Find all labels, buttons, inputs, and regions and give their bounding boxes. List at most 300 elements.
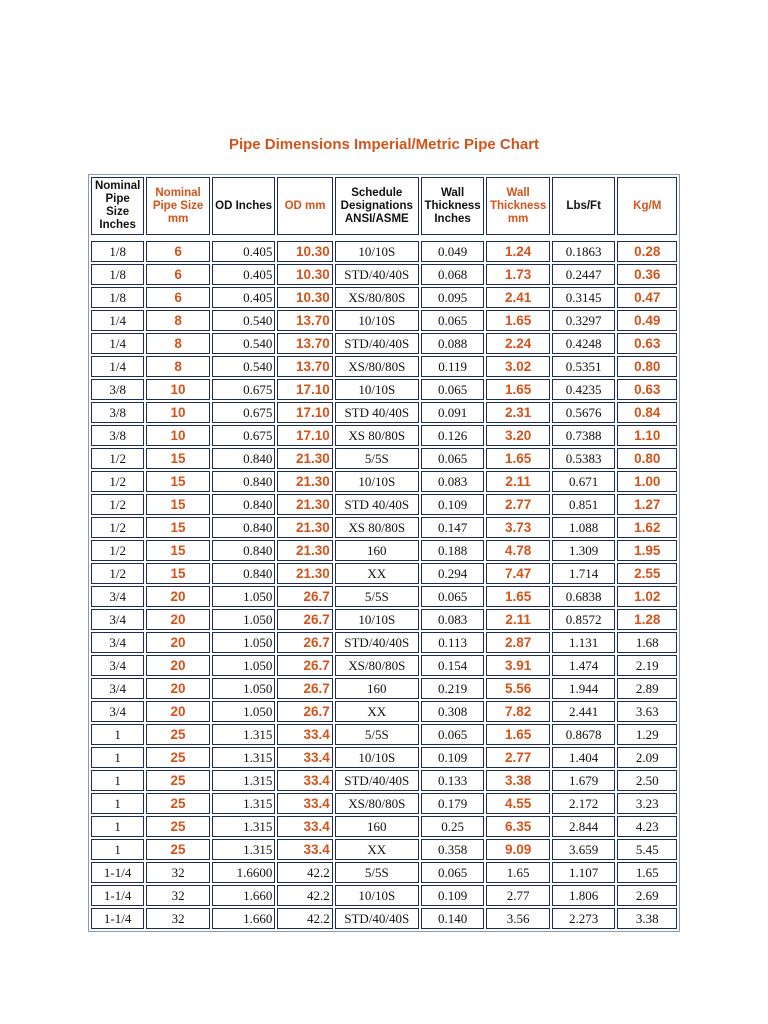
cell-lbs-per-ft: 1.944 bbox=[552, 678, 616, 699]
cell-nominal-pipe-size-mm: 8 bbox=[146, 333, 210, 354]
table-row bbox=[91, 655, 677, 676]
cell-wall-thickness-inches: 0.109 bbox=[421, 494, 485, 515]
cell-od-mm: 10.30 bbox=[277, 241, 332, 262]
cell-kg-per-m: 0.80 bbox=[617, 448, 677, 469]
cell-kg-per-m: 2.89 bbox=[617, 678, 677, 699]
cell-wall-thickness-inches: 0.109 bbox=[421, 885, 485, 906]
cell-lbs-per-ft: 1.714 bbox=[552, 563, 616, 584]
table-row bbox=[91, 816, 677, 837]
pipe-dimensions-table bbox=[88, 174, 680, 932]
cell-nominal-pipe-size-mm: 6 bbox=[146, 264, 210, 285]
cell-wall-thickness-inches: 0.119 bbox=[421, 356, 485, 377]
cell-kg-per-m: 1.65 bbox=[617, 862, 677, 883]
cell-kg-per-m: 1.02 bbox=[617, 586, 677, 607]
cell-kg-per-m: 2.69 bbox=[617, 885, 677, 906]
cell-wall-thickness-mm: 3.56 bbox=[486, 908, 550, 929]
cell-lbs-per-ft: 0.851 bbox=[552, 494, 616, 515]
cell-wall-thickness-inches: 0.065 bbox=[421, 310, 485, 331]
cell-kg-per-m: 1.29 bbox=[617, 724, 677, 745]
cell-wall-thickness-mm: 5.56 bbox=[486, 678, 550, 699]
header-row bbox=[91, 177, 677, 235]
table-row bbox=[91, 287, 677, 308]
cell-wall-thickness-mm: 1.65 bbox=[486, 862, 550, 883]
cell-schedule-designation: 10/10S bbox=[335, 471, 419, 492]
cell-od-inches: 0.840 bbox=[212, 448, 276, 469]
header-schedule-designations: Schedule Designations ANSI/ASME bbox=[335, 177, 419, 235]
cell-nominal-pipe-size-mm: 25 bbox=[146, 747, 210, 768]
cell-wall-thickness-inches: 0.358 bbox=[421, 839, 485, 860]
cell-wall-thickness-inches: 0.179 bbox=[421, 793, 485, 814]
cell-lbs-per-ft: 2.273 bbox=[552, 908, 616, 929]
table-row bbox=[91, 402, 677, 423]
cell-kg-per-m: 0.28 bbox=[617, 241, 677, 262]
cell-lbs-per-ft: 0.8678 bbox=[552, 724, 616, 745]
table-row bbox=[91, 586, 677, 607]
table-row bbox=[91, 724, 677, 745]
cell-lbs-per-ft: 0.5351 bbox=[552, 356, 616, 377]
cell-nominal-pipe-size-inches: 1/8 bbox=[91, 287, 144, 308]
cell-wall-thickness-inches: 0.294 bbox=[421, 563, 485, 584]
cell-wall-thickness-mm: 7.82 bbox=[486, 701, 550, 722]
cell-nominal-pipe-size-inches: 3/4 bbox=[91, 586, 144, 607]
cell-wall-thickness-mm: 7.47 bbox=[486, 563, 550, 584]
cell-wall-thickness-mm: 9.09 bbox=[486, 839, 550, 860]
table-row bbox=[91, 425, 677, 446]
cell-schedule-designation: 10/10S bbox=[335, 379, 419, 400]
cell-od-inches: 0.405 bbox=[212, 264, 276, 285]
cell-kg-per-m: 3.63 bbox=[617, 701, 677, 722]
cell-nominal-pipe-size-inches: 1 bbox=[91, 816, 144, 837]
cell-lbs-per-ft: 0.4235 bbox=[552, 379, 616, 400]
cell-kg-per-m: 0.49 bbox=[617, 310, 677, 331]
cell-nominal-pipe-size-inches: 1 bbox=[91, 724, 144, 745]
cell-nominal-pipe-size-inches: 3/4 bbox=[91, 678, 144, 699]
cell-wall-thickness-mm: 6.35 bbox=[486, 816, 550, 837]
cell-lbs-per-ft: 0.3145 bbox=[552, 287, 616, 308]
cell-nominal-pipe-size-mm: 8 bbox=[146, 356, 210, 377]
table-row bbox=[91, 241, 677, 262]
cell-nominal-pipe-size-inches: 1 bbox=[91, 747, 144, 768]
cell-wall-thickness-inches: 0.065 bbox=[421, 862, 485, 883]
cell-wall-thickness-mm: 1.65 bbox=[486, 310, 550, 331]
cell-od-inches: 0.840 bbox=[212, 540, 276, 561]
cell-od-inches: 1.660 bbox=[212, 908, 276, 929]
cell-schedule-designation: STD 40/40S bbox=[335, 402, 419, 423]
cell-od-inches: 1.315 bbox=[212, 724, 276, 745]
cell-wall-thickness-inches: 0.25 bbox=[421, 816, 485, 837]
header-wall-thickness-inches: Wall Thickness Inches bbox=[421, 177, 485, 235]
cell-nominal-pipe-size-mm: 20 bbox=[146, 701, 210, 722]
cell-od-mm: 21.30 bbox=[277, 540, 332, 561]
cell-nominal-pipe-size-mm: 6 bbox=[146, 241, 210, 262]
table-row bbox=[91, 563, 677, 584]
cell-od-inches: 1.050 bbox=[212, 632, 276, 653]
cell-nominal-pipe-size-inches: 3/8 bbox=[91, 402, 144, 423]
table-row bbox=[91, 793, 677, 814]
cell-od-mm: 26.7 bbox=[277, 655, 332, 676]
cell-kg-per-m: 0.84 bbox=[617, 402, 677, 423]
cell-od-inches: 0.840 bbox=[212, 563, 276, 584]
table-row bbox=[91, 862, 677, 883]
cell-wall-thickness-inches: 0.133 bbox=[421, 770, 485, 791]
cell-od-mm: 17.10 bbox=[277, 425, 332, 446]
header-kg-per-m: Kg/M bbox=[617, 177, 677, 235]
cell-schedule-designation: 10/10S bbox=[335, 609, 419, 630]
cell-nominal-pipe-size-mm: 20 bbox=[146, 586, 210, 607]
cell-lbs-per-ft: 0.3297 bbox=[552, 310, 616, 331]
cell-kg-per-m: 2.09 bbox=[617, 747, 677, 768]
cell-wall-thickness-mm: 2.24 bbox=[486, 333, 550, 354]
cell-od-inches: 1.315 bbox=[212, 770, 276, 791]
table-row bbox=[91, 885, 677, 906]
table-row bbox=[91, 264, 677, 285]
header-nominal-pipe-size-inches: Nominal Pipe Size Inches bbox=[91, 177, 144, 235]
cell-wall-thickness-mm: 1.65 bbox=[486, 724, 550, 745]
cell-od-inches: 0.675 bbox=[212, 379, 276, 400]
cell-od-mm: 21.30 bbox=[277, 563, 332, 584]
cell-wall-thickness-inches: 0.065 bbox=[421, 379, 485, 400]
cell-lbs-per-ft: 2.172 bbox=[552, 793, 616, 814]
cell-nominal-pipe-size-inches: 1 bbox=[91, 839, 144, 860]
cell-nominal-pipe-size-inches: 1-1/4 bbox=[91, 862, 144, 883]
cell-nominal-pipe-size-mm: 10 bbox=[146, 402, 210, 423]
cell-lbs-per-ft: 2.844 bbox=[552, 816, 616, 837]
cell-wall-thickness-inches: 0.088 bbox=[421, 333, 485, 354]
cell-wall-thickness-inches: 0.083 bbox=[421, 609, 485, 630]
cell-schedule-designation: 10/10S bbox=[335, 747, 419, 768]
cell-schedule-designation: XX bbox=[335, 701, 419, 722]
cell-od-mm: 42.2 bbox=[277, 908, 332, 929]
cell-od-inches: 1.315 bbox=[212, 793, 276, 814]
header-od-mm: OD mm bbox=[277, 177, 332, 235]
cell-wall-thickness-mm: 3.38 bbox=[486, 770, 550, 791]
cell-od-inches: 1.050 bbox=[212, 701, 276, 722]
cell-schedule-designation: 5/5S bbox=[335, 724, 419, 745]
table-row bbox=[91, 310, 677, 331]
cell-kg-per-m: 3.38 bbox=[617, 908, 677, 929]
cell-wall-thickness-mm: 1.65 bbox=[486, 586, 550, 607]
cell-od-mm: 33.4 bbox=[277, 770, 332, 791]
cell-od-mm: 21.30 bbox=[277, 494, 332, 515]
cell-wall-thickness-inches: 0.065 bbox=[421, 448, 485, 469]
cell-nominal-pipe-size-inches: 1/2 bbox=[91, 563, 144, 584]
cell-od-inches: 0.840 bbox=[212, 471, 276, 492]
table-row bbox=[91, 517, 677, 538]
cell-kg-per-m: 0.63 bbox=[617, 379, 677, 400]
cell-schedule-designation: XS/80/80S bbox=[335, 356, 419, 377]
cell-lbs-per-ft: 3.659 bbox=[552, 839, 616, 860]
cell-lbs-per-ft: 0.671 bbox=[552, 471, 616, 492]
cell-od-mm: 13.70 bbox=[277, 333, 332, 354]
cell-nominal-pipe-size-inches: 1 bbox=[91, 793, 144, 814]
cell-schedule-designation: STD/40/40S bbox=[335, 333, 419, 354]
header-wall-thickness-mm: Wall Thickness mm bbox=[486, 177, 550, 235]
cell-nominal-pipe-size-mm: 25 bbox=[146, 793, 210, 814]
table-header bbox=[91, 177, 677, 239]
cell-wall-thickness-inches: 0.147 bbox=[421, 517, 485, 538]
cell-od-inches: 0.405 bbox=[212, 241, 276, 262]
cell-od-mm: 33.4 bbox=[277, 816, 332, 837]
cell-schedule-designation: 5/5S bbox=[335, 862, 419, 883]
table-row bbox=[91, 356, 677, 377]
cell-od-inches: 0.840 bbox=[212, 494, 276, 515]
cell-schedule-designation: XS 80/80S bbox=[335, 425, 419, 446]
cell-nominal-pipe-size-mm: 8 bbox=[146, 310, 210, 331]
cell-wall-thickness-inches: 0.095 bbox=[421, 287, 485, 308]
cell-wall-thickness-mm: 1.73 bbox=[486, 264, 550, 285]
cell-lbs-per-ft: 1.474 bbox=[552, 655, 616, 676]
cell-wall-thickness-inches: 0.126 bbox=[421, 425, 485, 446]
cell-schedule-designation: XS 80/80S bbox=[335, 517, 419, 538]
cell-lbs-per-ft: 1.404 bbox=[552, 747, 616, 768]
table-row bbox=[91, 609, 677, 630]
cell-lbs-per-ft: 1.131 bbox=[552, 632, 616, 653]
cell-od-mm: 10.30 bbox=[277, 287, 332, 308]
cell-nominal-pipe-size-inches: 1/2 bbox=[91, 494, 144, 515]
cell-wall-thickness-inches: 0.049 bbox=[421, 241, 485, 262]
cell-wall-thickness-mm: 4.78 bbox=[486, 540, 550, 561]
cell-schedule-designation: 160 bbox=[335, 540, 419, 561]
cell-wall-thickness-inches: 0.219 bbox=[421, 678, 485, 699]
cell-od-inches: 1.050 bbox=[212, 586, 276, 607]
cell-wall-thickness-inches: 0.113 bbox=[421, 632, 485, 653]
table-row bbox=[91, 908, 677, 929]
cell-kg-per-m: 3.23 bbox=[617, 793, 677, 814]
cell-lbs-per-ft: 0.2447 bbox=[552, 264, 616, 285]
cell-kg-per-m: 2.50 bbox=[617, 770, 677, 791]
cell-schedule-designation: STD 40/40S bbox=[335, 494, 419, 515]
cell-od-inches: 1.660 bbox=[212, 885, 276, 906]
cell-schedule-designation: XX bbox=[335, 839, 419, 860]
cell-nominal-pipe-size-mm: 20 bbox=[146, 655, 210, 676]
cell-od-inches: 1.6600 bbox=[212, 862, 276, 883]
cell-kg-per-m: 1.68 bbox=[617, 632, 677, 653]
table-row bbox=[91, 632, 677, 653]
cell-wall-thickness-inches: 0.140 bbox=[421, 908, 485, 929]
cell-lbs-per-ft: 0.1863 bbox=[552, 241, 616, 262]
cell-schedule-designation: STD/40/40S bbox=[335, 908, 419, 929]
cell-schedule-designation: 10/10S bbox=[335, 241, 419, 262]
cell-od-mm: 26.7 bbox=[277, 609, 332, 630]
cell-od-mm: 26.7 bbox=[277, 586, 332, 607]
cell-schedule-designation: XS/80/80S bbox=[335, 793, 419, 814]
cell-wall-thickness-mm: 3.73 bbox=[486, 517, 550, 538]
cell-nominal-pipe-size-mm: 32 bbox=[146, 885, 210, 906]
cell-kg-per-m: 4.23 bbox=[617, 816, 677, 837]
cell-nominal-pipe-size-inches: 1/8 bbox=[91, 264, 144, 285]
header-gap bbox=[91, 237, 677, 239]
table-row bbox=[91, 839, 677, 860]
cell-kg-per-m: 1.00 bbox=[617, 471, 677, 492]
cell-nominal-pipe-size-mm: 10 bbox=[146, 425, 210, 446]
cell-nominal-pipe-size-inches: 1-1/4 bbox=[91, 908, 144, 929]
header-nominal-pipe-size-mm: Nominal Pipe Size mm bbox=[146, 177, 210, 235]
cell-od-inches: 1.315 bbox=[212, 839, 276, 860]
cell-kg-per-m: 2.55 bbox=[617, 563, 677, 584]
cell-od-mm: 42.2 bbox=[277, 885, 332, 906]
table-row bbox=[91, 701, 677, 722]
cell-nominal-pipe-size-inches: 1/8 bbox=[91, 241, 144, 262]
cell-od-inches: 1.050 bbox=[212, 609, 276, 630]
cell-nominal-pipe-size-inches: 1/4 bbox=[91, 333, 144, 354]
cell-nominal-pipe-size-mm: 15 bbox=[146, 494, 210, 515]
cell-schedule-designation: 160 bbox=[335, 816, 419, 837]
cell-nominal-pipe-size-mm: 20 bbox=[146, 632, 210, 653]
cell-nominal-pipe-size-inches: 1/2 bbox=[91, 448, 144, 469]
cell-wall-thickness-mm: 3.91 bbox=[486, 655, 550, 676]
cell-od-mm: 33.4 bbox=[277, 747, 332, 768]
cell-wall-thickness-inches: 0.068 bbox=[421, 264, 485, 285]
cell-wall-thickness-inches: 0.308 bbox=[421, 701, 485, 722]
table-row bbox=[91, 540, 677, 561]
cell-nominal-pipe-size-inches: 1/2 bbox=[91, 540, 144, 561]
cell-nominal-pipe-size-inches: 1 bbox=[91, 770, 144, 791]
cell-wall-thickness-mm: 2.77 bbox=[486, 747, 550, 768]
table-row bbox=[91, 471, 677, 492]
cell-nominal-pipe-size-inches: 3/4 bbox=[91, 655, 144, 676]
cell-wall-thickness-mm: 2.87 bbox=[486, 632, 550, 653]
cell-od-mm: 13.70 bbox=[277, 356, 332, 377]
table-row bbox=[91, 747, 677, 768]
cell-nominal-pipe-size-inches: 3/4 bbox=[91, 701, 144, 722]
cell-schedule-designation: 10/10S bbox=[335, 885, 419, 906]
cell-nominal-pipe-size-mm: 25 bbox=[146, 770, 210, 791]
cell-nominal-pipe-size-inches: 1/4 bbox=[91, 310, 144, 331]
cell-nominal-pipe-size-mm: 15 bbox=[146, 448, 210, 469]
cell-lbs-per-ft: 0.5676 bbox=[552, 402, 616, 423]
cell-kg-per-m: 2.19 bbox=[617, 655, 677, 676]
table-row bbox=[91, 333, 677, 354]
cell-nominal-pipe-size-mm: 20 bbox=[146, 609, 210, 630]
cell-od-inches: 0.405 bbox=[212, 287, 276, 308]
header-od-inches: OD Inches bbox=[212, 177, 276, 235]
table-row bbox=[91, 494, 677, 515]
cell-od-mm: 33.4 bbox=[277, 839, 332, 860]
cell-wall-thickness-mm: 2.77 bbox=[486, 494, 550, 515]
cell-od-mm: 26.7 bbox=[277, 678, 332, 699]
cell-kg-per-m: 1.95 bbox=[617, 540, 677, 561]
cell-od-mm: 33.4 bbox=[277, 724, 332, 745]
table-body bbox=[91, 241, 677, 929]
cell-wall-thickness-mm: 4.55 bbox=[486, 793, 550, 814]
cell-nominal-pipe-size-mm: 20 bbox=[146, 678, 210, 699]
cell-od-inches: 1.050 bbox=[212, 655, 276, 676]
cell-lbs-per-ft: 0.4248 bbox=[552, 333, 616, 354]
cell-od-mm: 21.30 bbox=[277, 471, 332, 492]
cell-wall-thickness-inches: 0.065 bbox=[421, 724, 485, 745]
cell-kg-per-m: 1.28 bbox=[617, 609, 677, 630]
table-row bbox=[91, 379, 677, 400]
cell-kg-per-m: 0.80 bbox=[617, 356, 677, 377]
cell-od-inches: 1.315 bbox=[212, 816, 276, 837]
cell-nominal-pipe-size-mm: 15 bbox=[146, 563, 210, 584]
cell-od-mm: 21.30 bbox=[277, 517, 332, 538]
cell-schedule-designation: XS/80/80S bbox=[335, 655, 419, 676]
cell-od-mm: 10.30 bbox=[277, 264, 332, 285]
cell-kg-per-m: 0.63 bbox=[617, 333, 677, 354]
cell-wall-thickness-inches: 0.154 bbox=[421, 655, 485, 676]
cell-nominal-pipe-size-inches: 3/4 bbox=[91, 609, 144, 630]
cell-schedule-designation: XS/80/80S bbox=[335, 287, 419, 308]
cell-od-inches: 0.675 bbox=[212, 402, 276, 423]
cell-od-mm: 21.30 bbox=[277, 448, 332, 469]
cell-od-mm: 26.7 bbox=[277, 632, 332, 653]
cell-wall-thickness-mm: 2.31 bbox=[486, 402, 550, 423]
header-lbs-per-ft: Lbs/Ft bbox=[552, 177, 616, 235]
cell-nominal-pipe-size-mm: 25 bbox=[146, 816, 210, 837]
cell-nominal-pipe-size-mm: 15 bbox=[146, 540, 210, 561]
cell-kg-per-m: 5.45 bbox=[617, 839, 677, 860]
cell-lbs-per-ft: 1.309 bbox=[552, 540, 616, 561]
cell-od-mm: 17.10 bbox=[277, 379, 332, 400]
cell-schedule-designation: STD/40/40S bbox=[335, 632, 419, 653]
cell-od-inches: 0.540 bbox=[212, 333, 276, 354]
cell-nominal-pipe-size-mm: 32 bbox=[146, 862, 210, 883]
cell-wall-thickness-mm: 2.41 bbox=[486, 287, 550, 308]
cell-nominal-pipe-size-inches: 1/2 bbox=[91, 471, 144, 492]
cell-nominal-pipe-size-inches: 1-1/4 bbox=[91, 885, 144, 906]
cell-od-inches: 0.540 bbox=[212, 356, 276, 377]
cell-lbs-per-ft: 0.7388 bbox=[552, 425, 616, 446]
cell-od-mm: 33.4 bbox=[277, 793, 332, 814]
cell-od-inches: 0.840 bbox=[212, 517, 276, 538]
page-title: Pipe Dimensions Imperial/Metric Pipe Chart bbox=[228, 136, 540, 153]
cell-lbs-per-ft: 0.8572 bbox=[552, 609, 616, 630]
cell-wall-thickness-inches: 0.083 bbox=[421, 471, 485, 492]
cell-lbs-per-ft: 0.5383 bbox=[552, 448, 616, 469]
cell-schedule-designation: 160 bbox=[335, 678, 419, 699]
cell-nominal-pipe-size-inches: 3/4 bbox=[91, 632, 144, 653]
cell-wall-thickness-mm: 1.65 bbox=[486, 379, 550, 400]
cell-od-mm: 13.70 bbox=[277, 310, 332, 331]
cell-nominal-pipe-size-mm: 6 bbox=[146, 287, 210, 308]
cell-nominal-pipe-size-mm: 25 bbox=[146, 839, 210, 860]
cell-schedule-designation: 5/5S bbox=[335, 448, 419, 469]
cell-wall-thickness-mm: 2.77 bbox=[486, 885, 550, 906]
table-row bbox=[91, 770, 677, 791]
header-gap-cell bbox=[91, 237, 677, 239]
cell-schedule-designation: 10/10S bbox=[335, 310, 419, 331]
cell-wall-thickness-inches: 0.065 bbox=[421, 586, 485, 607]
cell-nominal-pipe-size-mm: 10 bbox=[146, 379, 210, 400]
cell-schedule-designation: STD/40/40S bbox=[335, 770, 419, 791]
cell-lbs-per-ft: 1.679 bbox=[552, 770, 616, 791]
cell-wall-thickness-inches: 0.188 bbox=[421, 540, 485, 561]
table-row bbox=[91, 678, 677, 699]
cell-nominal-pipe-size-inches: 1/4 bbox=[91, 356, 144, 377]
cell-nominal-pipe-size-mm: 15 bbox=[146, 471, 210, 492]
cell-od-mm: 17.10 bbox=[277, 402, 332, 423]
cell-wall-thickness-mm: 1.24 bbox=[486, 241, 550, 262]
cell-wall-thickness-mm: 3.02 bbox=[486, 356, 550, 377]
cell-wall-thickness-inches: 0.091 bbox=[421, 402, 485, 423]
cell-nominal-pipe-size-mm: 15 bbox=[146, 517, 210, 538]
cell-wall-thickness-mm: 3.20 bbox=[486, 425, 550, 446]
cell-nominal-pipe-size-mm: 25 bbox=[146, 724, 210, 745]
cell-nominal-pipe-size-inches: 3/8 bbox=[91, 379, 144, 400]
cell-lbs-per-ft: 1.806 bbox=[552, 885, 616, 906]
cell-od-mm: 26.7 bbox=[277, 701, 332, 722]
cell-lbs-per-ft: 1.107 bbox=[552, 862, 616, 883]
table-row bbox=[91, 448, 677, 469]
cell-kg-per-m: 1.10 bbox=[617, 425, 677, 446]
cell-kg-per-m: 0.36 bbox=[617, 264, 677, 285]
cell-wall-thickness-mm: 2.11 bbox=[486, 471, 550, 492]
cell-schedule-designation: XX bbox=[335, 563, 419, 584]
cell-lbs-per-ft: 1.088 bbox=[552, 517, 616, 538]
cell-nominal-pipe-size-inches: 1/2 bbox=[91, 517, 144, 538]
cell-lbs-per-ft: 0.6838 bbox=[552, 586, 616, 607]
